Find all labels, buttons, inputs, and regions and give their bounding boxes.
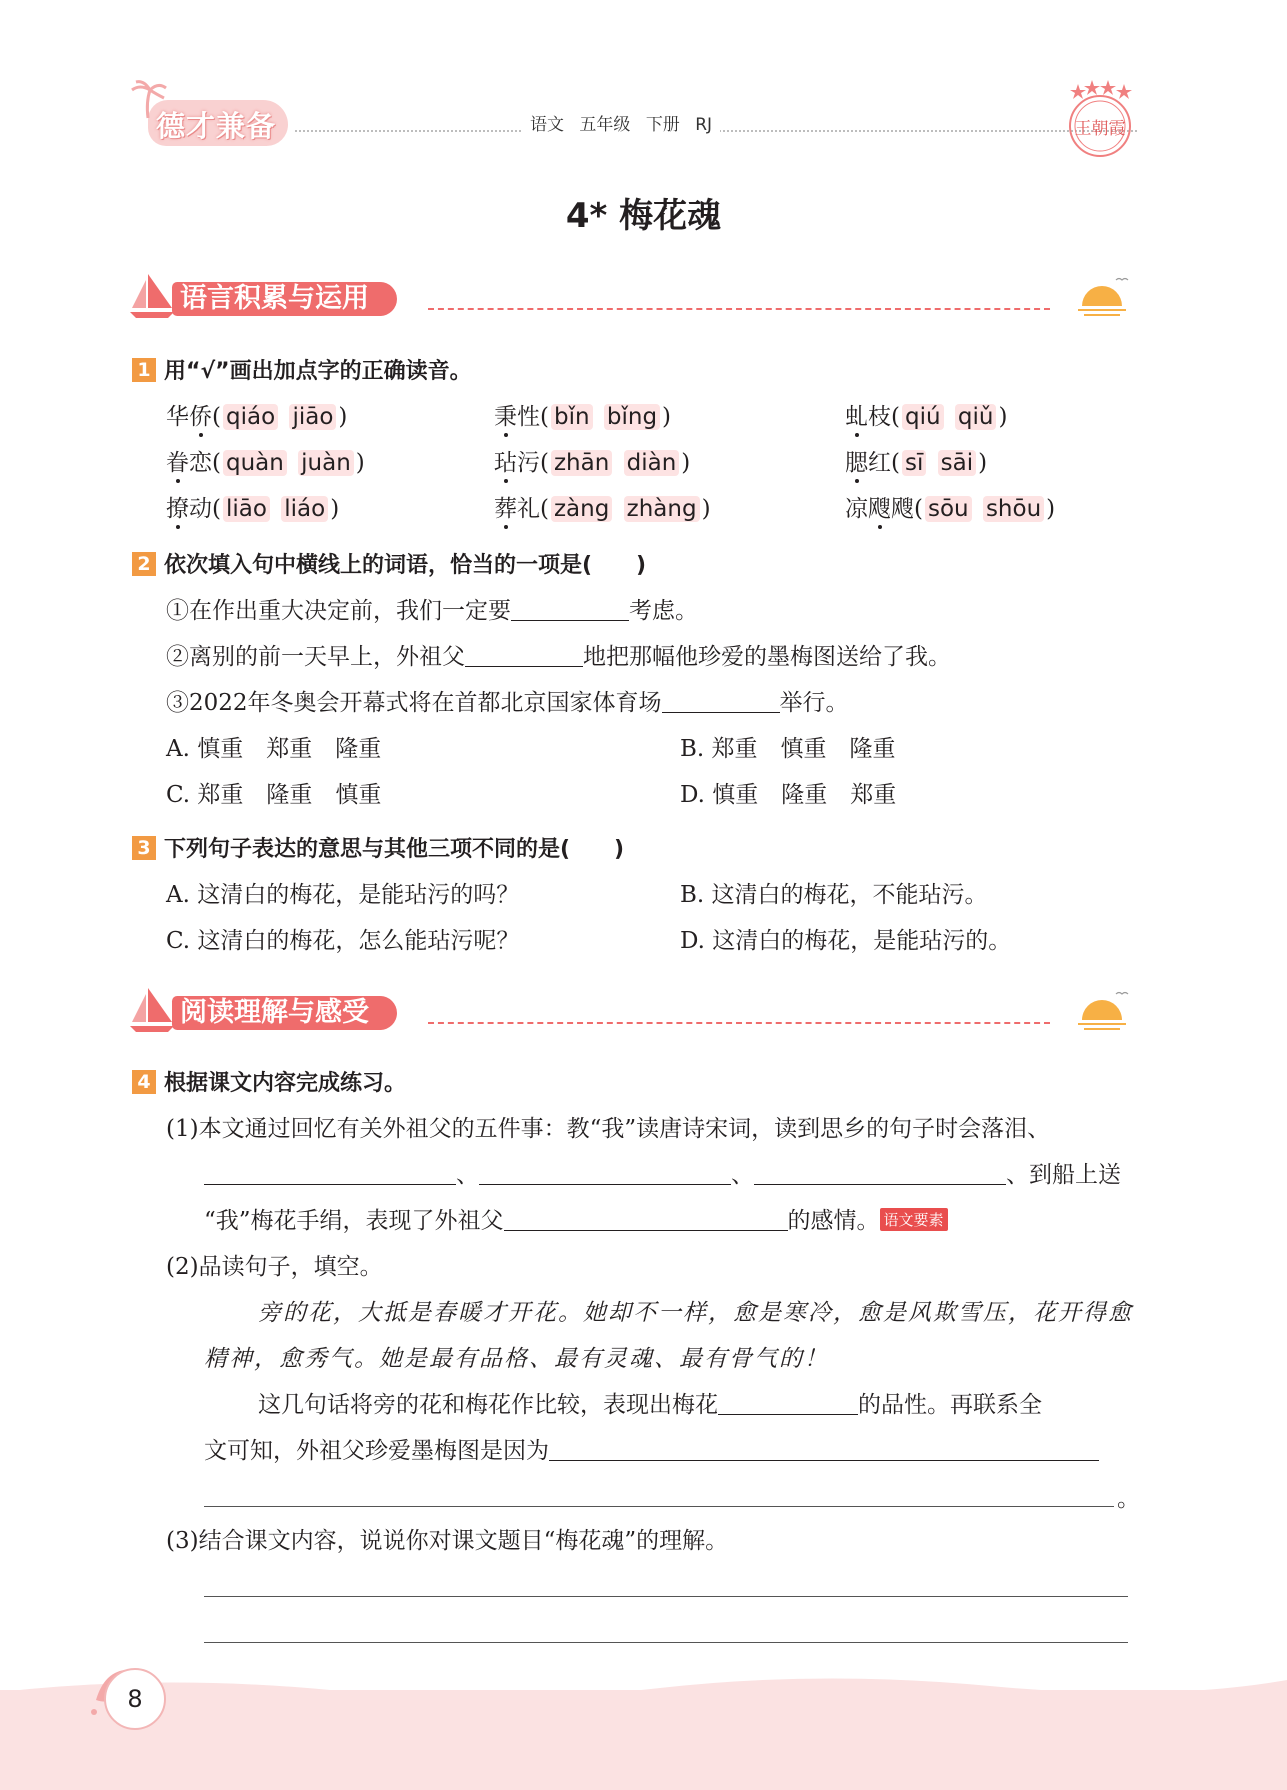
fill-blank[interactable] [204, 1184, 456, 1185]
svg-text:王朝霞: 王朝霞 [1074, 119, 1126, 139]
fill-blank[interactable] [662, 712, 780, 713]
pinyin-item: 撩动( liāo liáo ) [166, 496, 340, 522]
question-4 [132, 1066, 406, 1097]
quote-line-1: 旁的花，大抵是春暖才开花。她却不一样，愈是寒冷，愈是风欺雪压，花开得愈 [258, 1300, 1133, 1326]
question-number: 2 [132, 552, 156, 576]
word: 玷污 [494, 450, 540, 476]
q4-part1-line1: (1)本文通过回忆有关外祖父的五件事：教“我”读唐诗宋词，读到思乡的句子时会落泪、 [166, 1116, 1051, 1142]
pinyin-option[interactable]: zhàng [624, 496, 700, 522]
section-label: 语言积累与运用 [172, 282, 397, 316]
word: 秉性 [494, 404, 540, 430]
page-number: 8 [104, 1668, 166, 1730]
pinyin-option[interactable]: liāo [223, 496, 270, 522]
q4-part2-ask2: 文可知，外祖父珍爱墨梅图是因为 [204, 1432, 1128, 1465]
answer-line[interactable] [204, 1596, 1128, 1597]
pinyin-option[interactable]: bǐn [551, 404, 593, 430]
sailboat-icon [128, 984, 178, 1034]
pinyin-option[interactable]: sī [902, 450, 926, 476]
q4-part3-label: (3)结合课文内容，说说你对课文题目“梅花魂”的理解。 [166, 1528, 729, 1554]
fill-blank[interactable] [511, 620, 629, 621]
question-3 [132, 832, 624, 863]
pinyin-option[interactable]: sāi [938, 450, 976, 476]
word: 葬礼 [494, 496, 540, 522]
footer-band [0, 1690, 1287, 1790]
fill-blank[interactable] [465, 666, 583, 667]
pinyin-option[interactable]: juàn [298, 450, 354, 476]
question-text: 根据课文内容完成练习。 [164, 1071, 407, 1096]
q4-part2-label: (2)品读句子，填空。 [166, 1254, 383, 1280]
section-header-reading [128, 984, 1130, 1034]
pinyin-option[interactable]: zàng [551, 496, 612, 522]
fill-blank[interactable] [549, 1460, 1099, 1461]
word: 虬枝 [845, 404, 891, 430]
sailboat-icon [128, 270, 178, 320]
fill-blank[interactable] [504, 1230, 788, 1231]
section-header-language [128, 270, 1130, 320]
option-c[interactable]: C. 这清白的梅花，怎么能玷污呢？ [166, 928, 520, 954]
answer-line[interactable] [204, 1506, 1114, 1507]
pinyin-option[interactable]: qiáo [223, 404, 278, 430]
option-d[interactable]: D. 慎重 隆重 郑重 [680, 782, 897, 808]
pinyin-option[interactable]: sōu [925, 496, 972, 522]
header-edition: RJ [695, 115, 713, 135]
word: 眷恋 [166, 450, 212, 476]
sentence-1: ①在作出重大决定前，我们一定要 考虑。 [166, 598, 698, 624]
pinyin-item: 葬礼( zàng zhàng ) [494, 496, 711, 522]
pinyin-item: 腮红( sī sāi ) [845, 450, 988, 476]
pinyin-item: 凉飕飕( sōu shōu ) [845, 496, 1056, 522]
pinyin-item: 虬枝( qiú qiǔ ) [845, 404, 1008, 430]
word: 撩动 [166, 496, 212, 522]
option-c[interactable]: C. 郑重 隆重 慎重 [166, 782, 382, 808]
pinyin-option[interactable]: jiāo [289, 404, 336, 430]
question-1 [132, 354, 472, 385]
fill-blank[interactable] [479, 1184, 731, 1185]
section-divider [428, 1022, 1050, 1024]
fill-blank[interactable] [754, 1184, 1006, 1185]
quote-line-2: 精神，愈秀气。她是最有品格、最有灵魂、最有骨气的！ [204, 1346, 829, 1372]
section-label: 阅读理解与感受 [172, 996, 397, 1030]
q4-part1-line3: “我”梅花手绢，表现了外祖父 的感情。 语文要素 [204, 1202, 948, 1235]
question-number: 4 [132, 1070, 156, 1094]
pinyin-option[interactable]: bǐng [604, 404, 660, 430]
option-d[interactable]: D. 这清白的梅花，是能玷污的。 [680, 928, 1012, 954]
pinyin-option[interactable]: quàn [223, 450, 287, 476]
answer-line[interactable] [204, 1642, 1128, 1643]
pinyin-item: 秉性( bǐn bǐng ) [494, 404, 672, 430]
option-b[interactable]: B. 郑重 慎重 隆重 [680, 736, 896, 762]
pinyin-option[interactable]: liáo [281, 496, 328, 522]
question-2 [132, 548, 646, 579]
question-text: 下列句子表达的意思与其他三项不同的是( ) [164, 837, 625, 862]
pinyin-item: 华侨( qiáo jiāo ) [166, 404, 348, 430]
pinyin-option[interactable]: zhān [551, 450, 612, 476]
option-a[interactable]: A. 这清白的梅花，是能玷污的吗？ [166, 882, 520, 908]
word: 华侨 [166, 404, 212, 430]
header-info [522, 110, 720, 135]
pinyin-option[interactable]: diàn [624, 450, 680, 476]
question-text: 用“√”画出加点字的正确读音。 [164, 359, 472, 384]
question-number: 1 [132, 358, 156, 382]
sentence-2: ②离别的前一天早上，外祖父 地把那幅他珍爱的墨梅图送给了我。 [166, 644, 951, 670]
header-subject: 语文 [530, 115, 564, 135]
q4-part1-line2: 、 、 、到船上送 [204, 1156, 1121, 1189]
logo-text: 德才兼备 [156, 109, 277, 143]
pinyin-option[interactable]: qiú [902, 404, 944, 430]
question-text: 依次填入句中横线上的词语，恰当的一项是( ) [164, 553, 647, 578]
pinyin-option[interactable]: shōu [983, 496, 1044, 522]
sentence-3: ③2022年冬奥会开幕式将在首都北京国家体育场 举行。 [166, 690, 849, 716]
sunset-icon [1074, 990, 1130, 1036]
pinyin-option[interactable]: qiǔ [955, 404, 997, 430]
option-b[interactable]: B. 这清白的梅花，不能玷污。 [680, 882, 988, 908]
pinyin-item: 眷恋( quàn juàn ) [166, 450, 365, 476]
question-number: 3 [132, 836, 156, 860]
header-grade: 五年级 [579, 115, 631, 135]
fill-blank[interactable] [718, 1414, 858, 1415]
sunset-icon [1074, 276, 1130, 322]
page-title: 4* 梅花魂 [565, 196, 722, 236]
period: 。 [1117, 1486, 1140, 1512]
section-divider [428, 308, 1050, 310]
logo [148, 96, 288, 146]
header-volume: 下册 [645, 115, 680, 135]
q4-part2-ask1: 这几句话将旁的花和梅花作比较，表现出梅花 的品性。再联系全 [258, 1392, 1042, 1418]
word: 凉飕飕 [845, 496, 914, 522]
pinyin-item: 玷污( zhān diàn ) [494, 450, 691, 476]
word: 腮红 [845, 450, 891, 476]
option-a[interactable]: A. 慎重 郑重 隆重 [166, 736, 382, 762]
badge-literacy-element: 语文要素 [880, 1208, 948, 1231]
author-stamp-icon [1064, 80, 1136, 164]
